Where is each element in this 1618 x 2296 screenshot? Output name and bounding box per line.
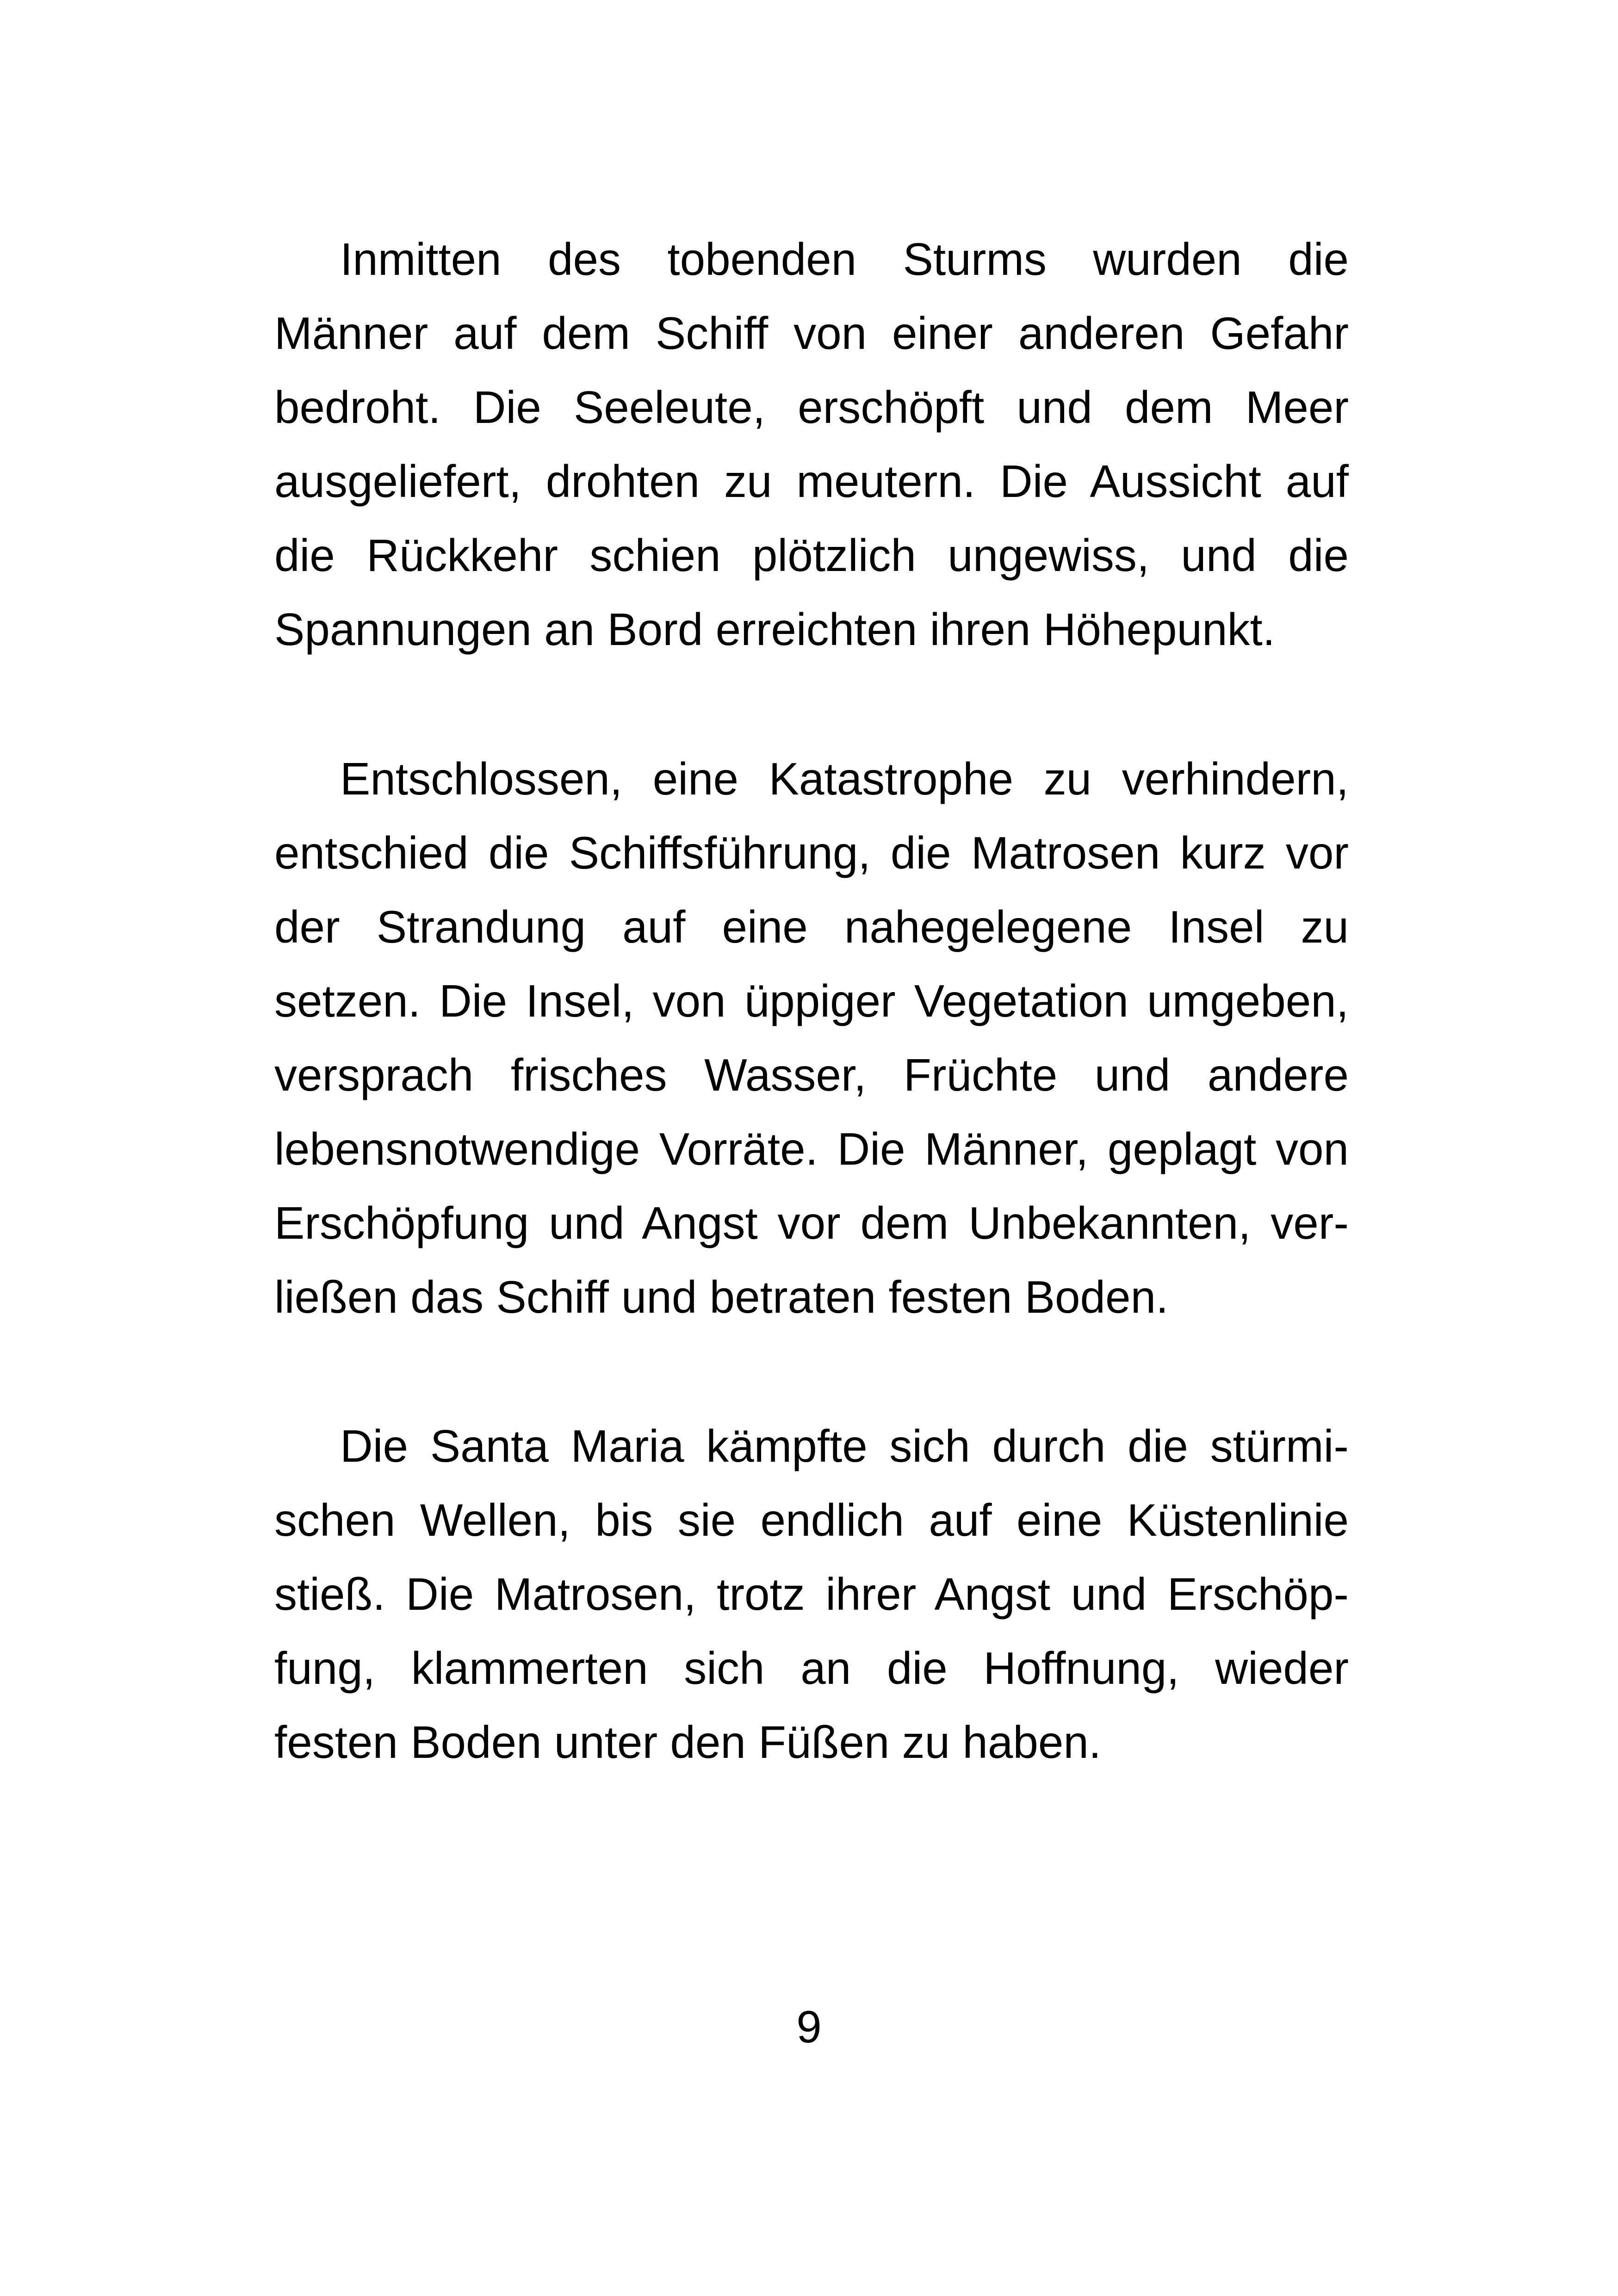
text-line: Die Santa Maria kämpfte sich durch die stürmi-: [340, 1421, 1349, 1471]
paragraph: [274, 222, 1349, 666]
text-line: versprach frisches Wasser, Früchte und andere: [274, 1049, 1349, 1100]
page-number: 9: [796, 2001, 822, 2052]
text-line: Männer auf dem Schiff von einer anderen Gefahr: [274, 308, 1349, 359]
text-line: ausgeliefert, drohten zu meutern. Die Aussicht auf: [274, 456, 1349, 507]
text-line: entschied die Schiffsführung, die Matrosen kurz vor: [274, 827, 1349, 878]
text-line: Entschlossen, eine Katastrophe zu verhindern,: [340, 753, 1349, 804]
text-line: festen Boden unter den Füßen zu haben.: [274, 1717, 1102, 1768]
text-line: bedroht. Die Seeleute, erschöpft und dem Meer: [274, 382, 1349, 433]
text-line: lebensnotwendige Vorräte. Die Männer, geplagt von: [274, 1123, 1349, 1174]
text-line: schen Wellen, bis sie endlich auf eine Küstenlinie: [274, 1495, 1349, 1545]
text-line: der Strandung auf eine nahegelegene Insel zu: [274, 901, 1349, 952]
text-line: Inmitten des tobenden Sturms wurden die: [340, 234, 1349, 285]
text-line: die Rückkehr schien plötzlich ungewiss, und die: [274, 530, 1349, 581]
text-line: Spannungen an Bord erreichten ihren Höhepunkt.: [274, 604, 1275, 655]
text-line: fung, klammerten sich an die Hoffnung, wieder: [274, 1643, 1349, 1694]
text-line: ließen das Schiff und betraten festen Boden.: [274, 1272, 1169, 1322]
text-line: setzen. Die Insel, von üppiger Vegetation umgeben,: [274, 975, 1349, 1026]
paragraph: [274, 742, 1349, 1334]
text-line: Erschöpfung und Angst vor dem Unbekannten, ver-: [274, 1198, 1349, 1248]
paragraph: [274, 1409, 1349, 1779]
text-line: stieß. Die Matrosen, trotz ihrer Angst und Erschöp-: [274, 1569, 1349, 1620]
